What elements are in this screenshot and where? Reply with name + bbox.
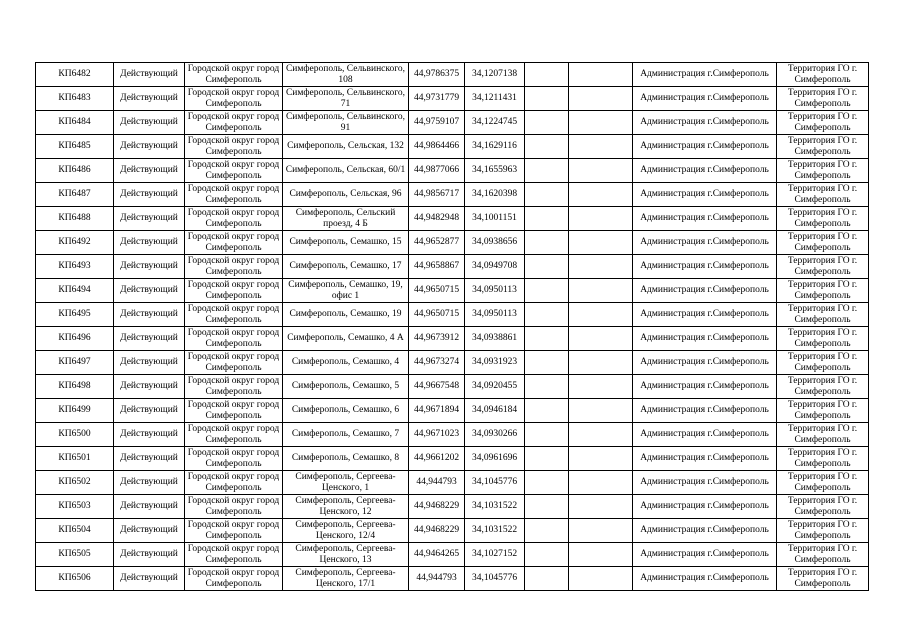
- cell-longitude: 34,1211431: [465, 87, 525, 111]
- cell-district: Городской округ город Симферополь: [185, 111, 283, 135]
- cell-territory: Территория ГО г. Симферополь: [777, 255, 869, 279]
- cell-owner: Администрация г.Симферополь: [633, 135, 777, 159]
- cell-owner: Администрация г.Симферополь: [633, 543, 777, 567]
- cell-status: Действующий: [114, 135, 185, 159]
- cell-latitude: 44,9864466: [409, 135, 465, 159]
- cell-empty-b: [569, 207, 633, 231]
- cell-id: КП6483: [36, 87, 114, 111]
- cell-district: Городской округ город Симферополь: [185, 279, 283, 303]
- cell-owner: Администрация г.Симферополь: [633, 399, 777, 423]
- cell-latitude: 44,944793: [409, 471, 465, 495]
- cell-empty-a: [525, 159, 569, 183]
- cell-latitude: 44,9464265: [409, 543, 465, 567]
- cell-district: Городской округ город Симферополь: [185, 567, 283, 591]
- cell-territory: Территория ГО г. Симферополь: [777, 183, 869, 207]
- table-row: [36, 255, 869, 279]
- cell-longitude: 34,0931923: [465, 351, 525, 375]
- cell-owner: Администрация г.Симферополь: [633, 87, 777, 111]
- cell-latitude: 44,9671023: [409, 423, 465, 447]
- cell-empty-b: [569, 471, 633, 495]
- cell-territory: Территория ГО г. Симферополь: [777, 111, 869, 135]
- table-row: [36, 159, 869, 183]
- cell-territory: Территория ГО г. Симферополь: [777, 135, 869, 159]
- cell-address: Симферополь, Семашко, 5: [283, 375, 409, 399]
- cell-district: Городской округ город Симферополь: [185, 231, 283, 255]
- cell-territory: Территория ГО г. Симферополь: [777, 327, 869, 351]
- cell-empty-a: [525, 471, 569, 495]
- cell-status: Действующий: [114, 399, 185, 423]
- cell-id: КП6496: [36, 327, 114, 351]
- cell-empty-b: [569, 135, 633, 159]
- cell-empty-b: [569, 87, 633, 111]
- cell-longitude: 34,0946184: [465, 399, 525, 423]
- cell-address: Симферополь, Семашко, 6: [283, 399, 409, 423]
- table-row: [36, 135, 869, 159]
- cell-id: КП6505: [36, 543, 114, 567]
- cell-empty-b: [569, 351, 633, 375]
- cell-address: Симферополь, Семашко, 7: [283, 423, 409, 447]
- cell-district: Городской округ город Симферополь: [185, 327, 283, 351]
- cell-longitude: 34,1629116: [465, 135, 525, 159]
- cell-district: Городской округ город Симферополь: [185, 543, 283, 567]
- table-row: [36, 447, 869, 471]
- cell-id: КП6482: [36, 63, 114, 87]
- cell-latitude: 44,9652877: [409, 231, 465, 255]
- cell-empty-a: [525, 351, 569, 375]
- cell-empty-a: [525, 399, 569, 423]
- cell-id: КП6488: [36, 207, 114, 231]
- cell-owner: Администрация г.Симферополь: [633, 447, 777, 471]
- cell-status: Действующий: [114, 231, 185, 255]
- cell-territory: Территория ГО г. Симферополь: [777, 303, 869, 327]
- cell-longitude: 34,1620398: [465, 183, 525, 207]
- cell-empty-a: [525, 519, 569, 543]
- cell-territory: Территория ГО г. Симферополь: [777, 519, 869, 543]
- cell-address: Симферополь, Семашко, 4 А: [283, 327, 409, 351]
- cell-id: КП6499: [36, 399, 114, 423]
- cell-territory: Территория ГО г. Симферополь: [777, 231, 869, 255]
- table-row: [36, 231, 869, 255]
- cell-empty-b: [569, 231, 633, 255]
- cell-territory: Территория ГО г. Симферополь: [777, 87, 869, 111]
- cell-longitude: 34,0950113: [465, 303, 525, 327]
- cell-longitude: 34,1031522: [465, 495, 525, 519]
- cell-latitude: 44,9671894: [409, 399, 465, 423]
- table-row: [36, 207, 869, 231]
- cell-owner: Администрация г.Симферополь: [633, 351, 777, 375]
- cell-owner: Администрация г.Симферополь: [633, 375, 777, 399]
- cell-id: КП6500: [36, 423, 114, 447]
- cell-territory: Территория ГО г. Симферополь: [777, 495, 869, 519]
- cell-empty-a: [525, 255, 569, 279]
- table-row: [36, 183, 869, 207]
- cell-status: Действующий: [114, 111, 185, 135]
- cell-id: КП6484: [36, 111, 114, 135]
- cell-address: Симферополь, Сельвинского, 108: [283, 63, 409, 87]
- cell-status: Действующий: [114, 447, 185, 471]
- cell-empty-a: [525, 87, 569, 111]
- cell-empty-a: [525, 495, 569, 519]
- cell-longitude: 34,1031522: [465, 519, 525, 543]
- cell-territory: Территория ГО г. Симферополь: [777, 63, 869, 87]
- cell-address: Симферополь, Сельская, 60/1: [283, 159, 409, 183]
- cell-owner: Администрация г.Симферополь: [633, 207, 777, 231]
- cell-status: Действующий: [114, 255, 185, 279]
- cell-status: Действующий: [114, 519, 185, 543]
- cell-empty-b: [569, 327, 633, 351]
- table-row: [36, 543, 869, 567]
- cell-status: Действующий: [114, 543, 185, 567]
- cell-latitude: 44,9650715: [409, 303, 465, 327]
- cell-status: Действующий: [114, 87, 185, 111]
- cell-territory: Территория ГО г. Симферополь: [777, 279, 869, 303]
- cell-latitude: 44,9667548: [409, 375, 465, 399]
- cell-territory: Территория ГО г. Симферополь: [777, 399, 869, 423]
- cell-address: Симферополь, Семашко, 17: [283, 255, 409, 279]
- cell-address: Симферополь, Семашко, 8: [283, 447, 409, 471]
- cell-owner: Администрация г.Симферополь: [633, 183, 777, 207]
- cell-latitude: 44,9658867: [409, 255, 465, 279]
- cell-owner: Администрация г.Симферополь: [633, 567, 777, 591]
- cell-owner: Администрация г.Симферополь: [633, 63, 777, 87]
- cell-latitude: 44,9731779: [409, 87, 465, 111]
- cell-district: Городской округ город Симферополь: [185, 351, 283, 375]
- cell-district: Городской округ город Симферополь: [185, 447, 283, 471]
- cell-id: КП6494: [36, 279, 114, 303]
- cell-status: Действующий: [114, 183, 185, 207]
- cell-latitude: 44,9650715: [409, 279, 465, 303]
- cell-id: КП6495: [36, 303, 114, 327]
- cell-owner: Администрация г.Симферополь: [633, 303, 777, 327]
- cell-longitude: 34,1655963: [465, 159, 525, 183]
- table-row: [36, 351, 869, 375]
- cell-empty-b: [569, 183, 633, 207]
- cell-district: Городской округ город Симферополь: [185, 495, 283, 519]
- cell-status: Действующий: [114, 495, 185, 519]
- cell-owner: Администрация г.Симферополь: [633, 495, 777, 519]
- cell-territory: Территория ГО г. Симферополь: [777, 351, 869, 375]
- cell-empty-b: [569, 303, 633, 327]
- cell-id: КП6503: [36, 495, 114, 519]
- cell-address: Симферополь, Сергеева-Ценского, 13: [283, 543, 409, 567]
- cell-empty-a: [525, 135, 569, 159]
- cell-status: Действующий: [114, 471, 185, 495]
- cell-address: Симферополь, Семашко, 19: [283, 303, 409, 327]
- cell-territory: Территория ГО г. Симферополь: [777, 159, 869, 183]
- table-row: [36, 303, 869, 327]
- cell-district: Городской округ город Симферополь: [185, 87, 283, 111]
- cell-status: Действующий: [114, 351, 185, 375]
- cell-address: Симферополь, Сергеева-Ценского, 12: [283, 495, 409, 519]
- cell-id: КП6504: [36, 519, 114, 543]
- cell-territory: Территория ГО г. Симферополь: [777, 375, 869, 399]
- cell-address: Симферополь, Семашко, 19, офис 1: [283, 279, 409, 303]
- cell-longitude: 34,0950113: [465, 279, 525, 303]
- cell-latitude: 44,9673912: [409, 327, 465, 351]
- cell-address: Симферополь, Сельская, 132: [283, 135, 409, 159]
- cell-owner: Администрация г.Симферополь: [633, 279, 777, 303]
- cell-owner: Администрация г.Симферополь: [633, 231, 777, 255]
- cell-owner: Администрация г.Симферополь: [633, 423, 777, 447]
- cell-latitude: 44,944793: [409, 567, 465, 591]
- cell-id: КП6485: [36, 135, 114, 159]
- cell-owner: Администрация г.Симферополь: [633, 327, 777, 351]
- cell-district: Городской округ город Симферополь: [185, 303, 283, 327]
- table-row: [36, 327, 869, 351]
- cell-status: Действующий: [114, 567, 185, 591]
- cell-address: Симферополь, Сельский проезд, 4 Б: [283, 207, 409, 231]
- table-body: [36, 63, 869, 591]
- cell-latitude: 44,9468229: [409, 519, 465, 543]
- cell-status: Действующий: [114, 303, 185, 327]
- cell-address: Симферополь, Семашко, 4: [283, 351, 409, 375]
- cell-territory: Территория ГО г. Симферополь: [777, 423, 869, 447]
- cell-id: КП6501: [36, 447, 114, 471]
- cell-address: Симферополь, Сельвинского, 71: [283, 87, 409, 111]
- cell-district: Городской округ город Симферополь: [185, 63, 283, 87]
- cell-empty-a: [525, 303, 569, 327]
- cell-id: КП6487: [36, 183, 114, 207]
- cell-empty-a: [525, 231, 569, 255]
- cell-empty-a: [525, 423, 569, 447]
- table-row: [36, 423, 869, 447]
- cell-latitude: 44,9468229: [409, 495, 465, 519]
- cell-latitude: 44,9877066: [409, 159, 465, 183]
- registry-table: [35, 62, 869, 591]
- cell-status: Действующий: [114, 375, 185, 399]
- cell-owner: Администрация г.Симферополь: [633, 159, 777, 183]
- cell-longitude: 34,0938656: [465, 231, 525, 255]
- table-row: [36, 519, 869, 543]
- cell-address: Симферополь, Сергеева-Ценского, 17/1: [283, 567, 409, 591]
- cell-territory: Территория ГО г. Симферополь: [777, 471, 869, 495]
- cell-latitude: 44,9856717: [409, 183, 465, 207]
- cell-longitude: 34,1207138: [465, 63, 525, 87]
- table-row: [36, 279, 869, 303]
- cell-district: Городской округ город Симферополь: [185, 159, 283, 183]
- cell-district: Городской округ город Симферополь: [185, 135, 283, 159]
- cell-empty-b: [569, 447, 633, 471]
- cell-id: КП6498: [36, 375, 114, 399]
- table-row: [36, 567, 869, 591]
- cell-latitude: 44,9673274: [409, 351, 465, 375]
- cell-empty-b: [569, 279, 633, 303]
- cell-empty-b: [569, 495, 633, 519]
- cell-district: Городской округ город Симферополь: [185, 471, 283, 495]
- cell-status: Действующий: [114, 159, 185, 183]
- cell-address: Симферополь, Сергеева-Ценского, 1: [283, 471, 409, 495]
- cell-status: Действующий: [114, 327, 185, 351]
- cell-district: Городской округ город Симферополь: [185, 399, 283, 423]
- cell-district: Городской округ город Симферополь: [185, 519, 283, 543]
- cell-district: Городской округ город Симферополь: [185, 183, 283, 207]
- cell-empty-b: [569, 255, 633, 279]
- cell-empty-a: [525, 375, 569, 399]
- cell-empty-b: [569, 423, 633, 447]
- cell-longitude: 34,1027152: [465, 543, 525, 567]
- cell-empty-b: [569, 111, 633, 135]
- table-row: [36, 399, 869, 423]
- cell-district: Городской округ город Симферополь: [185, 375, 283, 399]
- table-row: [36, 63, 869, 87]
- cell-empty-a: [525, 63, 569, 87]
- cell-empty-b: [569, 159, 633, 183]
- cell-empty-b: [569, 519, 633, 543]
- cell-status: Действующий: [114, 207, 185, 231]
- table-row: [36, 111, 869, 135]
- cell-owner: Администрация г.Симферополь: [633, 255, 777, 279]
- table-row: [36, 87, 869, 111]
- cell-territory: Территория ГО г. Симферополь: [777, 543, 869, 567]
- table-row: [36, 495, 869, 519]
- table-row: [36, 471, 869, 495]
- cell-owner: Администрация г.Симферополь: [633, 471, 777, 495]
- cell-id: КП6493: [36, 255, 114, 279]
- cell-longitude: 34,1001151: [465, 207, 525, 231]
- cell-longitude: 34,1224745: [465, 111, 525, 135]
- cell-empty-a: [525, 279, 569, 303]
- cell-empty-a: [525, 111, 569, 135]
- cell-id: КП6492: [36, 231, 114, 255]
- cell-id: КП6486: [36, 159, 114, 183]
- cell-empty-b: [569, 567, 633, 591]
- cell-status: Действующий: [114, 63, 185, 87]
- cell-empty-b: [569, 543, 633, 567]
- cell-address: Симферополь, Сергеева-Ценского, 12/4: [283, 519, 409, 543]
- cell-address: Симферополь, Сельская, 96: [283, 183, 409, 207]
- cell-empty-a: [525, 543, 569, 567]
- cell-district: Городской округ город Симферополь: [185, 423, 283, 447]
- cell-latitude: 44,9482948: [409, 207, 465, 231]
- cell-longitude: 34,0949708: [465, 255, 525, 279]
- cell-id: КП6506: [36, 567, 114, 591]
- cell-status: Действующий: [114, 279, 185, 303]
- cell-empty-b: [569, 375, 633, 399]
- cell-longitude: 34,1045776: [465, 567, 525, 591]
- cell-id: КП6502: [36, 471, 114, 495]
- cell-longitude: 34,0930266: [465, 423, 525, 447]
- cell-address: Симферополь, Семашко, 15: [283, 231, 409, 255]
- cell-empty-a: [525, 327, 569, 351]
- cell-empty-a: [525, 183, 569, 207]
- cell-empty-b: [569, 399, 633, 423]
- cell-status: Действующий: [114, 423, 185, 447]
- cell-longitude: 34,1045776: [465, 471, 525, 495]
- cell-owner: Администрация г.Симферополь: [633, 519, 777, 543]
- cell-territory: Территория ГО г. Симферополь: [777, 447, 869, 471]
- cell-territory: Территория ГО г. Симферополь: [777, 567, 869, 591]
- cell-owner: Администрация г.Симферополь: [633, 111, 777, 135]
- cell-longitude: 34,0920455: [465, 375, 525, 399]
- cell-empty-a: [525, 567, 569, 591]
- cell-district: Городской округ город Симферополь: [185, 207, 283, 231]
- cell-territory: Территория ГО г. Симферополь: [777, 207, 869, 231]
- cell-longitude: 34,0961696: [465, 447, 525, 471]
- cell-latitude: 44,9759107: [409, 111, 465, 135]
- cell-district: Городской округ город Симферополь: [185, 255, 283, 279]
- cell-empty-a: [525, 447, 569, 471]
- table-row: [36, 375, 869, 399]
- cell-empty-b: [569, 63, 633, 87]
- cell-address: Симферополь, Сельвинского, 91: [283, 111, 409, 135]
- cell-id: КП6497: [36, 351, 114, 375]
- cell-empty-a: [525, 207, 569, 231]
- cell-latitude: 44,9661202: [409, 447, 465, 471]
- cell-latitude: 44,9786375: [409, 63, 465, 87]
- cell-longitude: 34,0938861: [465, 327, 525, 351]
